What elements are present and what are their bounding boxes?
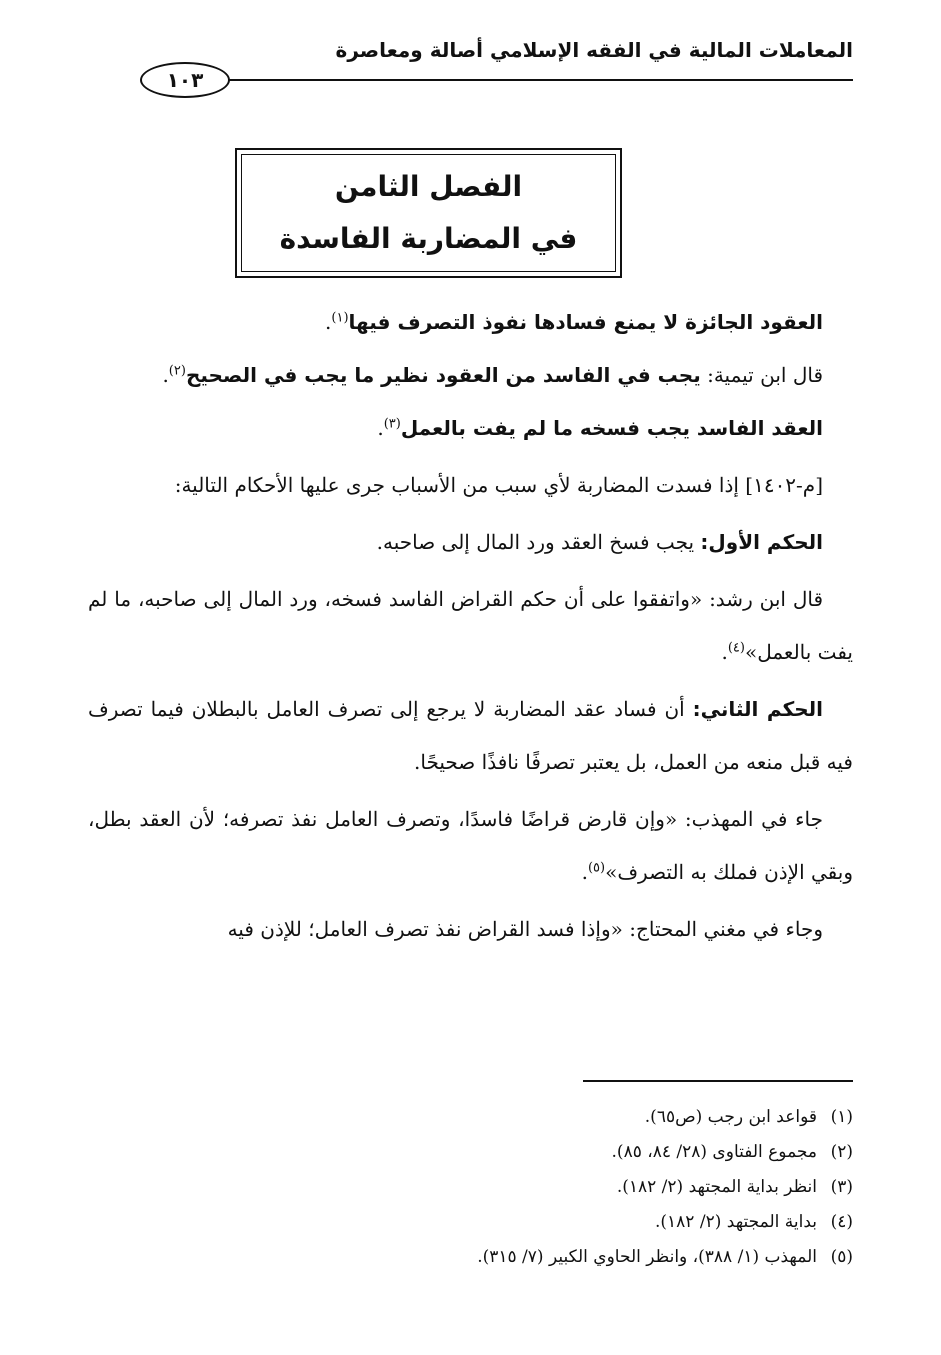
footnote-2 [88, 1135, 853, 1170]
footnote-5 [88, 1240, 853, 1275]
rule-text: العقد الفاسد يجب فسخه ما لم يفت بالعمل [400, 416, 823, 440]
footnote-ref: (٢) [168, 363, 186, 379]
quote-text: قال ابن رشد: «واتفقوا على أن حكم القراض الفاسد فسخه، ورد المال إلى صاحبه، ما لم يفت بالعمل» [88, 587, 853, 664]
paragraph-ruling-2 [88, 683, 853, 789]
paragraph-rule-2 [88, 402, 853, 455]
footnotes [88, 1100, 853, 1275]
chapter-title-frame [241, 154, 616, 272]
footnote-ref: (٥) [587, 860, 606, 876]
footnote-text: المهذب (١/ ٣٨٨)، وانظر الحاوي الكبير (٧/ ٣١٥). [477, 1247, 817, 1267]
quote-text: يجب في الفاسد من العقود نظير ما يجب في الصحيح [185, 363, 701, 387]
footnote-text: بداية المجتهد (٢/ ١٨٢). [655, 1212, 817, 1232]
chapter-title-line1: الفصل الثامن [334, 170, 523, 203]
footnote-text: انظر بداية المجتهد (٢/ ١٨٢). [616, 1177, 817, 1197]
sentence-end: . [721, 640, 728, 664]
running-header-title: المعاملات المالية في الفقه الإسلامي أصالة ومعاصرة [335, 38, 853, 62]
footnote-ref: (١) [331, 310, 349, 326]
paragraph-ibn-taymiyyah [88, 349, 853, 402]
quote-text: جاء في المهذب: «وإن قارض قراضًا فاسدًا، وتصرف العامل نفذ تصرفه؛ لأن العقد بطل، وبقي الإذن فملك به التصرف» [88, 807, 853, 884]
footnote-text: مجموع الفتاوى (٢٨/ ٨٤، ٨٥). [611, 1142, 817, 1162]
paragraph-mughni-muhtaj: وجاء في مغني المحتاج: «وإذا فسد القراض نفذ تصرف العامل؛ للإذن فيه [227, 917, 823, 941]
paragraph-issue-1402: [م-١٤٠٢] إذا فسدت المضاربة لأي سبب من الأسباب جرى عليها الأحكام التالية: [174, 473, 823, 497]
footnote-number: (١) [830, 1107, 853, 1127]
footnote-rule [583, 1080, 853, 1082]
sentence-end: . [325, 310, 332, 334]
chapter-title-line2: في المضاربة الفاسدة [279, 222, 578, 255]
footnote-text: قواعد ابن رجب (ص٦٥). [644, 1107, 817, 1127]
paragraph-rule-1 [88, 296, 853, 349]
page-number: ١٠٣ [140, 62, 230, 98]
footnote-number: (٤) [830, 1212, 853, 1232]
footnote-number: (٥) [830, 1247, 853, 1267]
paragraph-ruling-1 [88, 516, 853, 569]
footnote-3 [88, 1170, 853, 1205]
footnote-number: (٢) [830, 1142, 853, 1162]
ruling-text: أن فساد عقد المضاربة لا يرجع إلى تصرف العامل بالبطلان فيما تصرف فيه قبل منعه من العمل، بل يعتبر تصرفًا نافذًا صحيحًا. [88, 697, 853, 774]
sentence-end: . [377, 416, 384, 440]
header-rule [228, 79, 853, 81]
body-text [88, 296, 853, 956]
footnote-ref: (٣) [383, 416, 401, 432]
ruling-text: يجب فسخ العقد ورد المال إلى صاحبه. [376, 530, 701, 554]
sentence-end: . [162, 363, 169, 387]
footnote-4 [88, 1205, 853, 1240]
paragraph-ibn-rushd [88, 573, 853, 679]
paragraph-muhadhdhab [88, 793, 853, 899]
sentence-end: . [581, 860, 588, 884]
ruling-label: الحكم الأول: [700, 530, 823, 554]
footnote-ref: (٤) [727, 640, 745, 656]
quote-prefix: قال ابن تيمية: [700, 363, 823, 387]
ruling-label: الحكم الثاني: [692, 697, 824, 721]
rule-text: العقود الجائزة لا يمنع فسادها نفوذ التصرف فيها [348, 310, 823, 334]
footnote-1 [88, 1100, 853, 1135]
chapter-title-box [235, 148, 622, 278]
footnote-number: (٣) [830, 1177, 853, 1197]
